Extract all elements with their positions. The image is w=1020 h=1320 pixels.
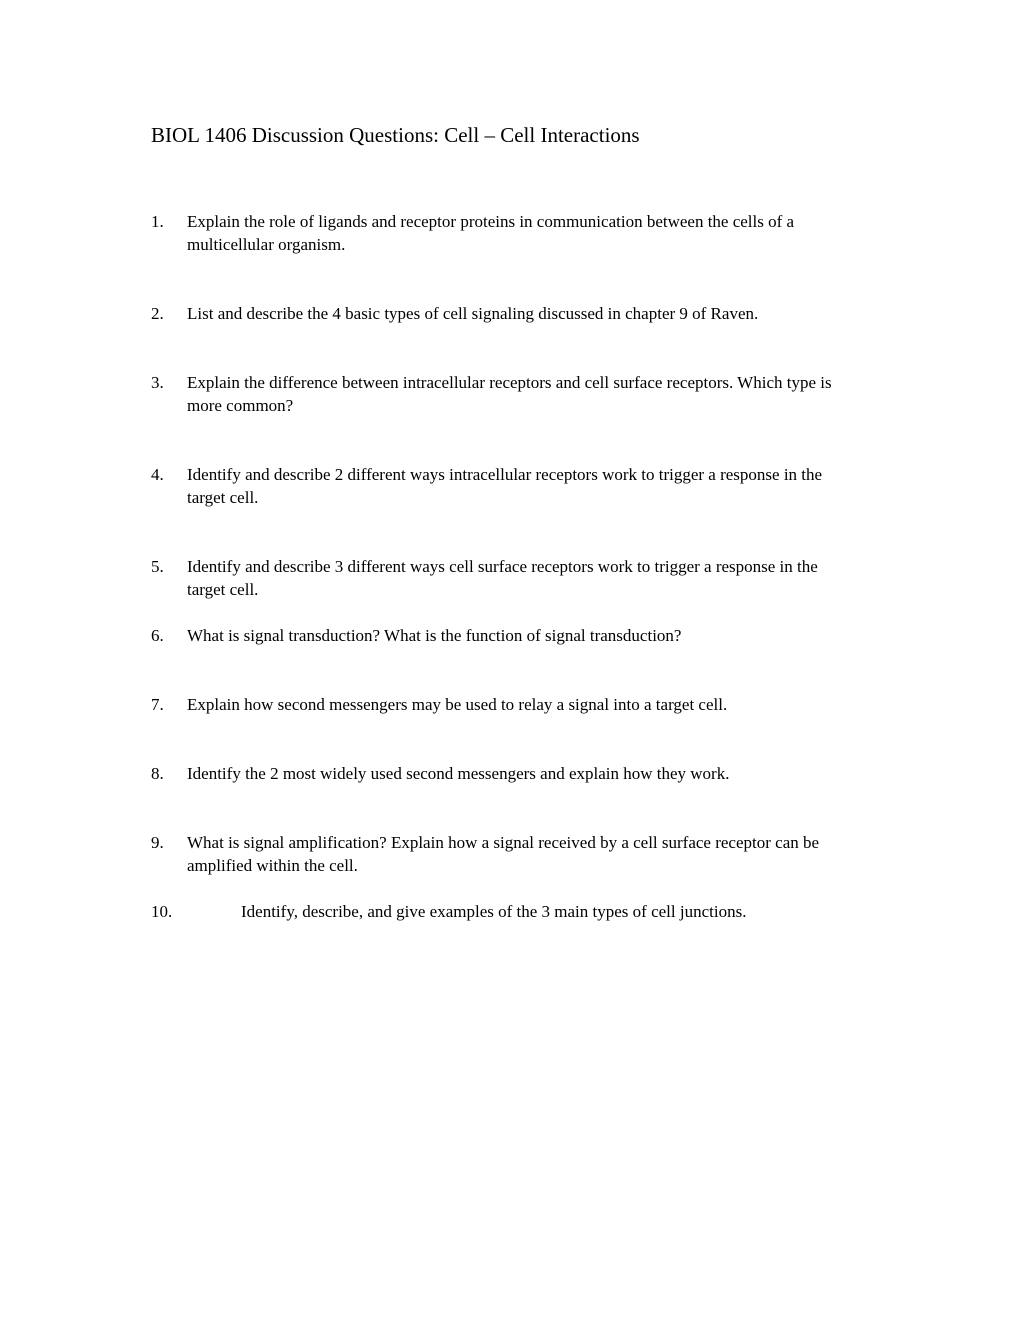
question-text: Identify the 2 most widely used second messengers and explain how they work. [187, 764, 730, 783]
question-number: 8. [151, 764, 164, 783]
question-text: Explain the role of ligands and receptor proteins in communication between the cells of a multicellular organism. [187, 212, 795, 254]
question-text: What is signal transduction? What is the function of signal transduction? [187, 626, 682, 645]
question-text: Identify and describe 3 different ways cell surface receptors work to trigger a response in the target cell. [187, 557, 818, 599]
question-number: 5. [151, 557, 164, 576]
question-number: 7. [151, 695, 164, 714]
question-number: 2. [151, 304, 164, 323]
question-text: Identify, describe, and give examples of the 3 main types of cell junctions. [241, 902, 747, 921]
question-number: 9. [151, 833, 164, 852]
question-text: Identify and describe 2 different ways intracellular receptors work to trigger a response in the target cell. [187, 465, 823, 507]
question-text: List and describe the 4 basic types of cell signaling discussed in chapter 9 of Raven. [187, 304, 759, 323]
page-title: BIOL 1406 Discussion Questions: Cell – Cell Interactions [151, 123, 640, 147]
question-number: 6. [151, 626, 164, 645]
question-text: What is signal amplification? Explain how a signal received by a cell surface receptor can be amplified within the cell. [187, 833, 820, 875]
question-number: 3. [151, 373, 164, 392]
question-number: 10. [151, 902, 173, 921]
question-text: Explain how second messengers may be used to relay a signal into a target cell. [187, 695, 728, 714]
question-number: 4. [151, 465, 164, 484]
question-number: 1. [151, 212, 164, 231]
question-text: Explain the difference between intracellular receptors and cell surface receptors. Which type is more common? [187, 373, 832, 415]
